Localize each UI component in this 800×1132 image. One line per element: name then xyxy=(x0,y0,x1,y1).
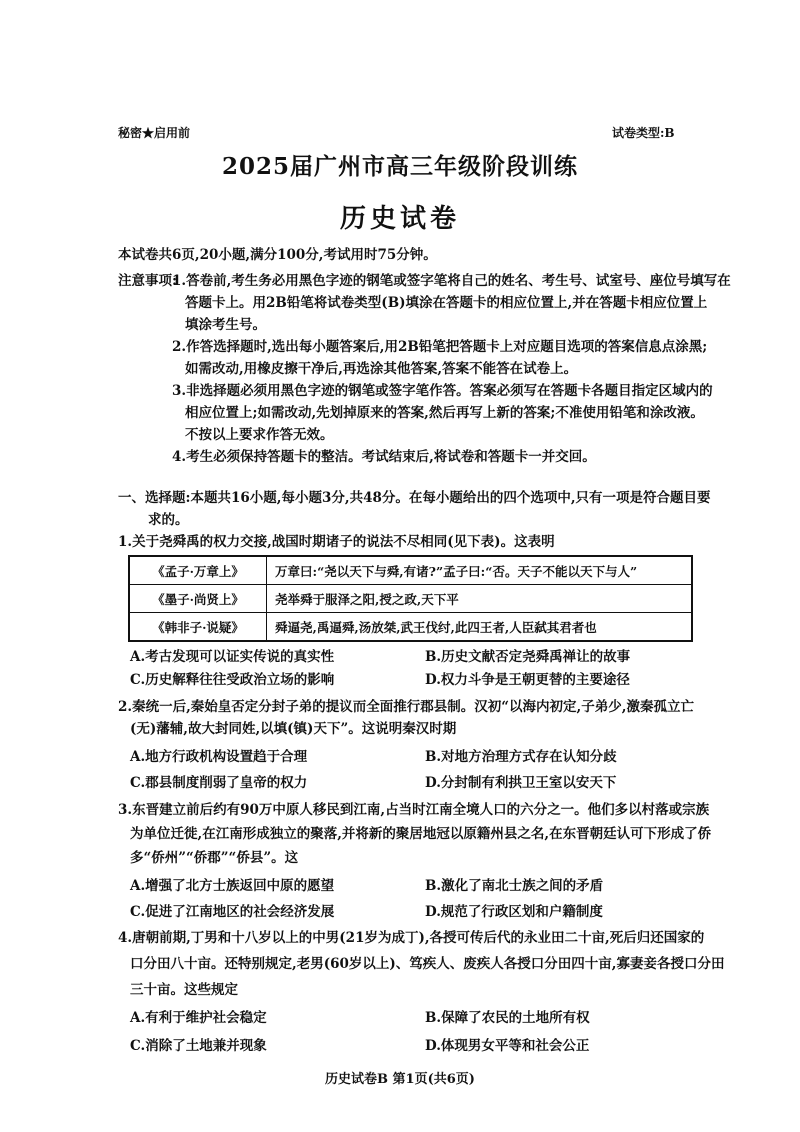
table-row xyxy=(129,556,692,585)
table-text-cell: 舜逼尧,禹逼舜,汤放桀,武王伐纣,此四王者,人臣弑其君者也 xyxy=(267,613,693,642)
option-c: C.促进了江南地区的社会经济发展 xyxy=(130,904,335,920)
option-a: A.增强了北方士族返回中原的愿望 xyxy=(130,878,335,894)
option-b: B.对地方治理方式存在认知分歧 xyxy=(425,749,617,765)
note-line: 答题卡上。用2B铅笔将试卷类型(B)填涂在答题卡的相应位置上,并在答题卡相应位置上 xyxy=(185,295,708,311)
question-4-stem-cont: 三十亩。这些规定 xyxy=(130,982,238,998)
option-c: C.郡县制度削弱了皇帝的权力 xyxy=(130,775,308,791)
table-text-cell: 尧举舜于服泽之阳,授之政,天下平 xyxy=(267,585,693,613)
option-c: C.历史解释往往受政治立场的影响 xyxy=(130,672,335,688)
table-source-cell: 《韩非子·说疑》 xyxy=(129,613,267,642)
question-2-stem-cont: (无)藩辅,故大封同姓,以填(镇)天下”。这说明秦汉时期 xyxy=(130,721,457,737)
page-footer: 历史试卷B 第1页(共6页) xyxy=(325,1072,475,1087)
option-b: B.保障了农民的土地所有权 xyxy=(425,1010,590,1026)
paper-type-label: 试卷类型:B xyxy=(612,126,675,140)
note-line: 1.答卷前,考生务必用黑色字迹的钢笔或签字笔将自己的姓名、考生号、试室号、座位号填写在 xyxy=(172,273,731,289)
table-source-cell: 《墨子·尚贤上》 xyxy=(129,585,267,613)
table-row xyxy=(129,585,692,613)
note-line: 4.考生必须保持答题卡的整洁。考试结束后,将试卷和答题卡一并交回。 xyxy=(172,449,596,465)
option-d: D.权力斗争是王朝更替的主要途径 xyxy=(425,672,630,688)
notes-label: 注意事项: xyxy=(118,273,177,289)
note-line: 不按以上要求作答无效。 xyxy=(185,427,334,443)
note-line: 如需改动,用橡皮擦干净后,再选涂其他答案,答案不能答在试卷上。 xyxy=(185,361,578,377)
note-line: 相应位置上;如需改动,先划掉原来的答案,然后再写上新的答案;不准使用铅笔和涂改液。 xyxy=(185,405,704,421)
section-heading: 一、选择题:本题共16小题,每小题3分,共48分。在每小题给出的四个选项中,只有一项是符合题目要 xyxy=(118,490,711,506)
option-d: D.规范了行政区划和户籍制度 xyxy=(425,904,603,920)
note-line: 填涂考生号。 xyxy=(185,317,266,333)
table-row xyxy=(129,613,692,642)
section-heading-cont: 求的。 xyxy=(148,512,189,528)
option-d: D.体现男女平等和社会公正 xyxy=(425,1038,590,1054)
question-2-stem: 2.秦统一后,秦始皇否定分封子弟的提议而全面推行郡县制。汉初“以海内初定,子弟少,激秦孤立亡 xyxy=(118,699,694,715)
option-c: C.消除了土地兼并现象 xyxy=(130,1038,267,1054)
note-line: 3.非选择题必须用黑色字迹的钢笔或签字笔作答。答案必须写在答题卡各题目指定区域内的 xyxy=(172,383,713,399)
option-b: B.激化了南北士族之间的矛盾 xyxy=(425,878,604,894)
question-3-stem: 3.东晋建立前后约有90万中原人移民到江南,占当时江南全境人口的六分之一。他们多以村落或宗族 xyxy=(118,802,710,818)
question-1-table xyxy=(128,555,693,642)
option-a: A.有利于维护社会稳定 xyxy=(130,1010,267,1026)
option-d: D.分封制有利拱卫王室以安天下 xyxy=(425,775,617,791)
option-a: A.地方行政机构设置趋于合理 xyxy=(130,749,308,765)
table-text-cell: 万章曰:“尧以天下与舜,有诸?”孟子曰:“否。天子不能以天下与人” xyxy=(267,556,693,585)
note-line: 2.作答选择题时,选出每小题答案后,用2B铅笔把答题卡上对应题目选项的答案信息点涂黑; xyxy=(172,339,708,355)
exam-title: 2025届广州市高三年级阶段训练 xyxy=(221,153,578,180)
confidential-label: 秘密★启用前 xyxy=(118,126,191,140)
question-3-stem-cont: 为单位迁徙,在江南形成独立的聚落,并将新的聚居地冠以原籍州县之名,在东晋朝廷认可下形成了侨 xyxy=(130,826,712,842)
question-4-stem-cont: 口分田八十亩。还特别规定,老男(60岁以上)、笃疾人、废疾人各授口分田四十亩,寡妻妾各授口分田 xyxy=(130,956,725,972)
question-4-stem: 4.唐朝前期,丁男和十八岁以上的中男(21岁为成丁),各授可传后代的永业田二十亩,死后归还国家的 xyxy=(118,930,705,946)
subject-title: 历史试卷 xyxy=(339,204,460,234)
intro-text: 本试卷共6页,20小题,满分100分,考试用时75分钟。 xyxy=(118,247,437,263)
option-b: B.历史文献否定尧舜禹禅让的故事 xyxy=(425,649,631,665)
option-a: A.考古发现可以证实传说的真实性 xyxy=(130,649,335,665)
table-source-cell: 《孟子·万章上》 xyxy=(129,556,267,585)
question-3-stem-cont: 多“侨州”“侨郡”“侨县”。这 xyxy=(130,850,299,866)
question-1-stem: 1.关于尧舜禹的权力交接,战国时期诸子的说法不尽相同(见下表)。这表明 xyxy=(118,534,555,550)
